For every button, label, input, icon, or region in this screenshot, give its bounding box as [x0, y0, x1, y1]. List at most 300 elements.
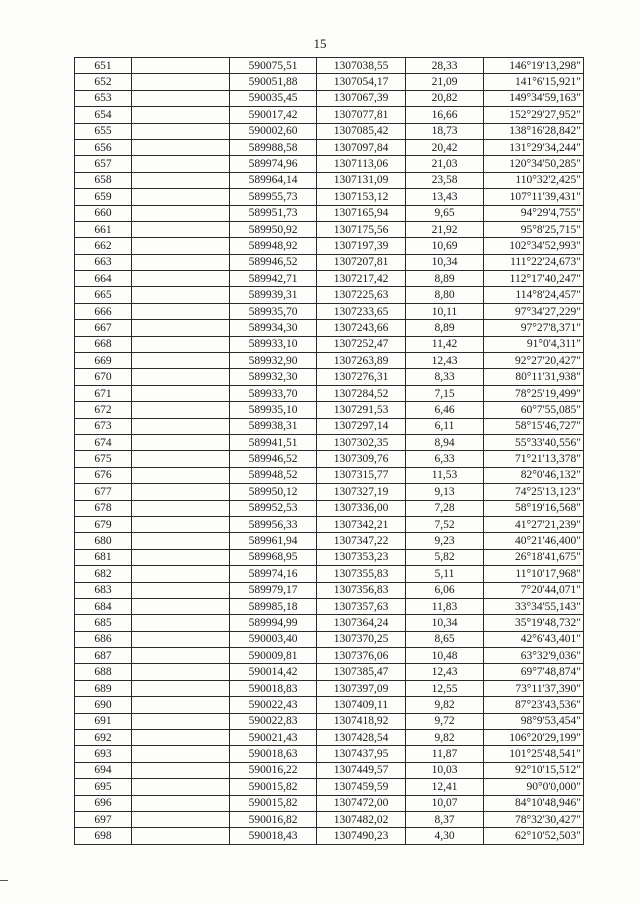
angle-cell: 74°25'13,123"	[484, 484, 584, 500]
table-row	[75, 287, 584, 303]
y-coordinate-cell: 1307482,02	[317, 811, 406, 827]
point-number-cell: 698	[75, 828, 132, 844]
distance-cell: 20,82	[406, 90, 484, 106]
angle-cell: 55°33'40,556"	[484, 434, 584, 450]
distance-cell: 11,87	[406, 746, 484, 762]
point-number-cell: 678	[75, 500, 132, 516]
x-coordinate-cell: 589948,92	[230, 238, 317, 254]
distance-cell: 9,82	[406, 697, 484, 713]
distance-cell: 6,11	[406, 418, 484, 434]
blank-cell	[132, 500, 230, 516]
x-coordinate-cell: 590016,22	[230, 762, 317, 778]
y-coordinate-cell: 1307113,06	[317, 156, 406, 172]
y-coordinate-cell: 1307085,42	[317, 123, 406, 139]
angle-cell: 138°16'28,842"	[484, 123, 584, 139]
y-coordinate-cell: 1307038,55	[317, 58, 406, 74]
angle-cell: 58°19'16,568"	[484, 500, 584, 516]
blank-cell	[132, 221, 230, 237]
angle-cell: 112°17'40,247"	[484, 271, 584, 287]
y-coordinate-cell: 1307315,77	[317, 467, 406, 483]
x-coordinate-cell: 589985,18	[230, 598, 317, 614]
distance-cell: 13,43	[406, 189, 484, 205]
point-number-cell: 662	[75, 238, 132, 254]
point-number-cell: 696	[75, 795, 132, 811]
point-number-cell: 665	[75, 287, 132, 303]
angle-cell: 42°6'43,401"	[484, 631, 584, 647]
blank-cell	[132, 451, 230, 467]
angle-cell: 95°8'25,715"	[484, 221, 584, 237]
distance-cell: 8,65	[406, 631, 484, 647]
distance-cell: 9,72	[406, 713, 484, 729]
distance-cell: 10,11	[406, 303, 484, 319]
table-row	[75, 533, 584, 549]
angle-cell: 73°11'37,390"	[484, 680, 584, 696]
point-number-cell: 652	[75, 74, 132, 90]
table-row	[75, 74, 584, 90]
page-number: 15	[313, 36, 327, 51]
blank-cell	[132, 664, 230, 680]
blank-cell	[132, 139, 230, 155]
blank-cell	[132, 516, 230, 532]
blank-cell	[132, 90, 230, 106]
table-row	[75, 320, 584, 336]
point-number-cell: 692	[75, 730, 132, 746]
distance-cell: 10,69	[406, 238, 484, 254]
blank-cell	[132, 353, 230, 369]
blank-cell	[132, 811, 230, 827]
angle-cell: 146°19'13,298"	[484, 58, 584, 74]
point-number-cell: 686	[75, 631, 132, 647]
y-coordinate-cell: 1307217,42	[317, 271, 406, 287]
x-coordinate-cell: 589948,52	[230, 467, 317, 483]
angle-cell: 149°34'59,163"	[484, 90, 584, 106]
table-row	[75, 238, 584, 254]
angle-cell: 7°20'44,071"	[484, 582, 584, 598]
distance-cell: 8,89	[406, 320, 484, 336]
distance-cell: 9,82	[406, 730, 484, 746]
y-coordinate-cell: 1307309,76	[317, 451, 406, 467]
table-row	[75, 664, 584, 680]
distance-cell: 9,23	[406, 533, 484, 549]
blank-cell	[132, 254, 230, 270]
angle-cell: 90°0'0,000"	[484, 779, 584, 795]
x-coordinate-cell: 589933,10	[230, 336, 317, 352]
y-coordinate-cell: 1307153,12	[317, 189, 406, 205]
distance-cell: 6,46	[406, 402, 484, 418]
angle-cell: 87°23'43,536"	[484, 697, 584, 713]
x-coordinate-cell: 590018,83	[230, 680, 317, 696]
point-number-cell: 689	[75, 680, 132, 696]
table-row	[75, 697, 584, 713]
distance-cell: 12,55	[406, 680, 484, 696]
y-coordinate-cell: 1307243,66	[317, 320, 406, 336]
point-number-cell: 661	[75, 221, 132, 237]
x-coordinate-cell: 589941,51	[230, 434, 317, 450]
x-coordinate-cell: 589961,94	[230, 533, 317, 549]
distance-cell: 11,53	[406, 467, 484, 483]
blank-cell	[132, 615, 230, 631]
point-number-cell: 688	[75, 664, 132, 680]
y-coordinate-cell: 1307428,54	[317, 730, 406, 746]
angle-cell: 110°32'2,425"	[484, 172, 584, 188]
distance-cell: 5,82	[406, 549, 484, 565]
x-coordinate-cell: 590015,82	[230, 779, 317, 795]
table-row	[75, 467, 584, 483]
y-coordinate-cell: 1307297,14	[317, 418, 406, 434]
table-row	[75, 730, 584, 746]
point-number-cell: 656	[75, 139, 132, 155]
x-coordinate-cell: 589974,96	[230, 156, 317, 172]
x-coordinate-cell: 589946,52	[230, 451, 317, 467]
distance-cell: 8,33	[406, 369, 484, 385]
x-coordinate-cell: 590014,42	[230, 664, 317, 680]
distance-cell: 4,30	[406, 828, 484, 844]
distance-cell: 11,42	[406, 336, 484, 352]
coordinates-table	[74, 57, 584, 845]
angle-cell: 141°6'15,921"	[484, 74, 584, 90]
table-row	[75, 107, 584, 123]
point-number-cell: 693	[75, 746, 132, 762]
distance-cell: 12,41	[406, 779, 484, 795]
x-coordinate-cell: 590051,88	[230, 74, 317, 90]
blank-cell	[132, 402, 230, 418]
table-row	[75, 353, 584, 369]
y-coordinate-cell: 1307490,23	[317, 828, 406, 844]
x-coordinate-cell: 589935,10	[230, 402, 317, 418]
y-coordinate-cell: 1307054,17	[317, 74, 406, 90]
x-coordinate-cell: 590035,45	[230, 90, 317, 106]
x-coordinate-cell: 590002,60	[230, 123, 317, 139]
table-row	[75, 566, 584, 582]
angle-cell: 80°11'31,938"	[484, 369, 584, 385]
point-number-cell: 697	[75, 811, 132, 827]
blank-cell	[132, 320, 230, 336]
point-number-cell: 676	[75, 467, 132, 483]
point-number-cell: 668	[75, 336, 132, 352]
angle-cell: 97°27'8,371"	[484, 320, 584, 336]
y-coordinate-cell: 1307207,81	[317, 254, 406, 270]
blank-cell	[132, 172, 230, 188]
table-row	[75, 123, 584, 139]
point-number-cell: 660	[75, 205, 132, 221]
y-coordinate-cell: 1307276,31	[317, 369, 406, 385]
y-coordinate-cell: 1307357,63	[317, 598, 406, 614]
blank-cell	[132, 467, 230, 483]
blank-cell	[132, 418, 230, 434]
x-coordinate-cell: 589951,73	[230, 205, 317, 221]
point-number-cell: 669	[75, 353, 132, 369]
distance-cell: 8,80	[406, 287, 484, 303]
angle-cell: 58°15'46,727"	[484, 418, 584, 434]
x-coordinate-cell: 590022,83	[230, 713, 317, 729]
y-coordinate-cell: 1307327,19	[317, 484, 406, 500]
blank-cell	[132, 369, 230, 385]
y-coordinate-cell: 1307449,57	[317, 762, 406, 778]
y-coordinate-cell: 1307197,39	[317, 238, 406, 254]
table-row	[75, 221, 584, 237]
distance-cell: 12,43	[406, 664, 484, 680]
y-coordinate-cell: 1307418,92	[317, 713, 406, 729]
distance-cell: 21,09	[406, 74, 484, 90]
table-row	[75, 434, 584, 450]
point-number-cell: 658	[75, 172, 132, 188]
distance-cell: 10,48	[406, 648, 484, 664]
x-coordinate-cell: 589933,70	[230, 385, 317, 401]
x-coordinate-cell: 589988,58	[230, 139, 317, 155]
distance-cell: 21,03	[406, 156, 484, 172]
y-coordinate-cell: 1307131,09	[317, 172, 406, 188]
y-coordinate-cell: 1307097,84	[317, 139, 406, 155]
x-coordinate-cell: 590018,43	[230, 828, 317, 844]
x-coordinate-cell: 590017,42	[230, 107, 317, 123]
angle-cell: 152°29'27,952"	[484, 107, 584, 123]
point-number-cell: 681	[75, 549, 132, 565]
table-row	[75, 484, 584, 500]
blank-cell	[132, 189, 230, 205]
x-coordinate-cell: 589952,53	[230, 500, 317, 516]
point-number-cell: 654	[75, 107, 132, 123]
angle-cell: 82°0'46,132"	[484, 467, 584, 483]
blank-cell	[132, 533, 230, 549]
distance-cell: 7,52	[406, 516, 484, 532]
x-coordinate-cell: 590003,40	[230, 631, 317, 647]
blank-cell	[132, 271, 230, 287]
x-coordinate-cell: 589994,99	[230, 615, 317, 631]
point-number-cell: 673	[75, 418, 132, 434]
table-row	[75, 254, 584, 270]
angle-cell: 78°32'30,427"	[484, 811, 584, 827]
y-coordinate-cell: 1307385,47	[317, 664, 406, 680]
distance-cell: 21,92	[406, 221, 484, 237]
angle-cell: 92°27'20,427"	[484, 353, 584, 369]
table-row	[75, 746, 584, 762]
angle-cell: 69°7'48,874"	[484, 664, 584, 680]
blank-cell	[132, 762, 230, 778]
angle-cell: 40°21'46,400"	[484, 533, 584, 549]
point-number-cell: 672	[75, 402, 132, 418]
blank-cell	[132, 779, 230, 795]
x-coordinate-cell: 589939,31	[230, 287, 317, 303]
y-coordinate-cell: 1307067,39	[317, 90, 406, 106]
x-coordinate-cell: 590009,81	[230, 648, 317, 664]
blank-cell	[132, 156, 230, 172]
point-number-cell: 684	[75, 598, 132, 614]
point-number-cell: 674	[75, 434, 132, 450]
y-coordinate-cell: 1307263,89	[317, 353, 406, 369]
distance-cell: 6,33	[406, 451, 484, 467]
point-number-cell: 680	[75, 533, 132, 549]
blank-cell	[132, 107, 230, 123]
y-coordinate-cell: 1307225,63	[317, 287, 406, 303]
distance-cell: 11,83	[406, 598, 484, 614]
x-coordinate-cell: 589932,30	[230, 369, 317, 385]
angle-cell: 60°7'55,085"	[484, 402, 584, 418]
blank-cell	[132, 697, 230, 713]
table-row	[75, 336, 584, 352]
point-number-cell: 657	[75, 156, 132, 172]
point-number-cell: 651	[75, 58, 132, 74]
angle-cell: 120°34'50,285"	[484, 156, 584, 172]
y-coordinate-cell: 1307284,52	[317, 385, 406, 401]
page-edge-mark	[0, 880, 8, 881]
y-coordinate-cell: 1307302,35	[317, 434, 406, 450]
point-number-cell: 679	[75, 516, 132, 532]
point-number-cell: 664	[75, 271, 132, 287]
angle-cell: 94°29'4,755"	[484, 205, 584, 221]
x-coordinate-cell: 590015,82	[230, 795, 317, 811]
blank-cell	[132, 746, 230, 762]
y-coordinate-cell: 1307252,47	[317, 336, 406, 352]
table-row	[75, 631, 584, 647]
angle-cell: 107°11'39,431"	[484, 189, 584, 205]
blank-cell	[132, 205, 230, 221]
x-coordinate-cell: 590016,82	[230, 811, 317, 827]
point-number-cell: 667	[75, 320, 132, 336]
angle-cell: 63°32'9,036"	[484, 648, 584, 664]
blank-cell	[132, 828, 230, 844]
x-coordinate-cell: 590021,43	[230, 730, 317, 746]
blank-cell	[132, 287, 230, 303]
table-row	[75, 271, 584, 287]
y-coordinate-cell: 1307472,00	[317, 795, 406, 811]
point-number-cell: 666	[75, 303, 132, 319]
point-number-cell: 663	[75, 254, 132, 270]
distance-cell: 23,58	[406, 172, 484, 188]
blank-cell	[132, 730, 230, 746]
angle-cell: 84°10'48,946"	[484, 795, 584, 811]
table-row	[75, 680, 584, 696]
x-coordinate-cell: 589942,71	[230, 271, 317, 287]
angle-cell: 97°34'27,229"	[484, 303, 584, 319]
y-coordinate-cell: 1307397,09	[317, 680, 406, 696]
point-number-cell: 690	[75, 697, 132, 713]
point-number-cell: 670	[75, 369, 132, 385]
angle-cell: 41°27'21,239"	[484, 516, 584, 532]
angle-cell: 35°19'48,732"	[484, 615, 584, 631]
table-row	[75, 713, 584, 729]
point-number-cell: 659	[75, 189, 132, 205]
angle-cell: 131°29'34,244"	[484, 139, 584, 155]
table-row	[75, 139, 584, 155]
distance-cell: 10,34	[406, 254, 484, 270]
blank-cell	[132, 74, 230, 90]
angle-cell: 78°25'19,499"	[484, 385, 584, 401]
x-coordinate-cell: 589950,12	[230, 484, 317, 500]
table-row	[75, 500, 584, 516]
y-coordinate-cell: 1307437,95	[317, 746, 406, 762]
distance-cell: 9,65	[406, 205, 484, 221]
table-row	[75, 303, 584, 319]
blank-cell	[132, 713, 230, 729]
x-coordinate-cell: 589979,17	[230, 582, 317, 598]
table-row	[75, 795, 584, 811]
point-number-cell: 653	[75, 90, 132, 106]
angle-cell: 114°8'24,457"	[484, 287, 584, 303]
x-coordinate-cell: 589934,30	[230, 320, 317, 336]
table-row	[75, 811, 584, 827]
point-number-cell: 694	[75, 762, 132, 778]
y-coordinate-cell: 1307165,94	[317, 205, 406, 221]
x-coordinate-cell: 589946,52	[230, 254, 317, 270]
angle-cell: 11°10'17,968"	[484, 566, 584, 582]
angle-cell: 91°0'4,311"	[484, 336, 584, 352]
table-row	[75, 582, 584, 598]
distance-cell: 8,37	[406, 811, 484, 827]
table-row	[75, 779, 584, 795]
point-number-cell: 682	[75, 566, 132, 582]
y-coordinate-cell: 1307077,81	[317, 107, 406, 123]
y-coordinate-cell: 1307336,00	[317, 500, 406, 516]
distance-cell: 20,42	[406, 139, 484, 155]
table-row	[75, 828, 584, 844]
blank-cell	[132, 680, 230, 696]
point-number-cell: 677	[75, 484, 132, 500]
y-coordinate-cell: 1307355,83	[317, 566, 406, 582]
x-coordinate-cell: 589968,95	[230, 549, 317, 565]
angle-cell: 98°9'53,454"	[484, 713, 584, 729]
point-number-cell: 683	[75, 582, 132, 598]
x-coordinate-cell: 589974,16	[230, 566, 317, 582]
y-coordinate-cell: 1307233,65	[317, 303, 406, 319]
y-coordinate-cell: 1307459,59	[317, 779, 406, 795]
x-coordinate-cell: 589938,31	[230, 418, 317, 434]
blank-cell	[132, 549, 230, 565]
x-coordinate-cell: 589932,90	[230, 353, 317, 369]
angle-cell: 92°10'15,512"	[484, 762, 584, 778]
y-coordinate-cell: 1307370,25	[317, 631, 406, 647]
distance-cell: 5,11	[406, 566, 484, 582]
table-row	[75, 598, 584, 614]
point-number-cell: 675	[75, 451, 132, 467]
y-coordinate-cell: 1307376,06	[317, 648, 406, 664]
point-number-cell: 655	[75, 123, 132, 139]
distance-cell: 7,28	[406, 500, 484, 516]
blank-cell	[132, 795, 230, 811]
x-coordinate-cell: 589964,14	[230, 172, 317, 188]
table-row	[75, 90, 584, 106]
point-number-cell: 691	[75, 713, 132, 729]
blank-cell	[132, 566, 230, 582]
table-row	[75, 549, 584, 565]
table-row	[75, 451, 584, 467]
y-coordinate-cell: 1307409,11	[317, 697, 406, 713]
point-number-cell: 671	[75, 385, 132, 401]
blank-cell	[132, 123, 230, 139]
y-coordinate-cell: 1307175,56	[317, 221, 406, 237]
x-coordinate-cell: 590018,63	[230, 746, 317, 762]
distance-cell: 8,89	[406, 271, 484, 287]
y-coordinate-cell: 1307356,83	[317, 582, 406, 598]
angle-cell: 62°10'52,503"	[484, 828, 584, 844]
blank-cell	[132, 58, 230, 74]
angle-cell: 101°25'48,541"	[484, 746, 584, 762]
distance-cell: 16,66	[406, 107, 484, 123]
table-row	[75, 516, 584, 532]
table-row	[75, 205, 584, 221]
table-row	[75, 762, 584, 778]
distance-cell: 7,15	[406, 385, 484, 401]
blank-cell	[132, 238, 230, 254]
y-coordinate-cell: 1307364,24	[317, 615, 406, 631]
angle-cell: 102°34'52,993"	[484, 238, 584, 254]
distance-cell: 9,13	[406, 484, 484, 500]
distance-cell: 10,07	[406, 795, 484, 811]
distance-cell: 10,03	[406, 762, 484, 778]
angle-cell: 33°34'55,143"	[484, 598, 584, 614]
blank-cell	[132, 631, 230, 647]
y-coordinate-cell: 1307342,21	[317, 516, 406, 532]
distance-cell: 6,06	[406, 582, 484, 598]
